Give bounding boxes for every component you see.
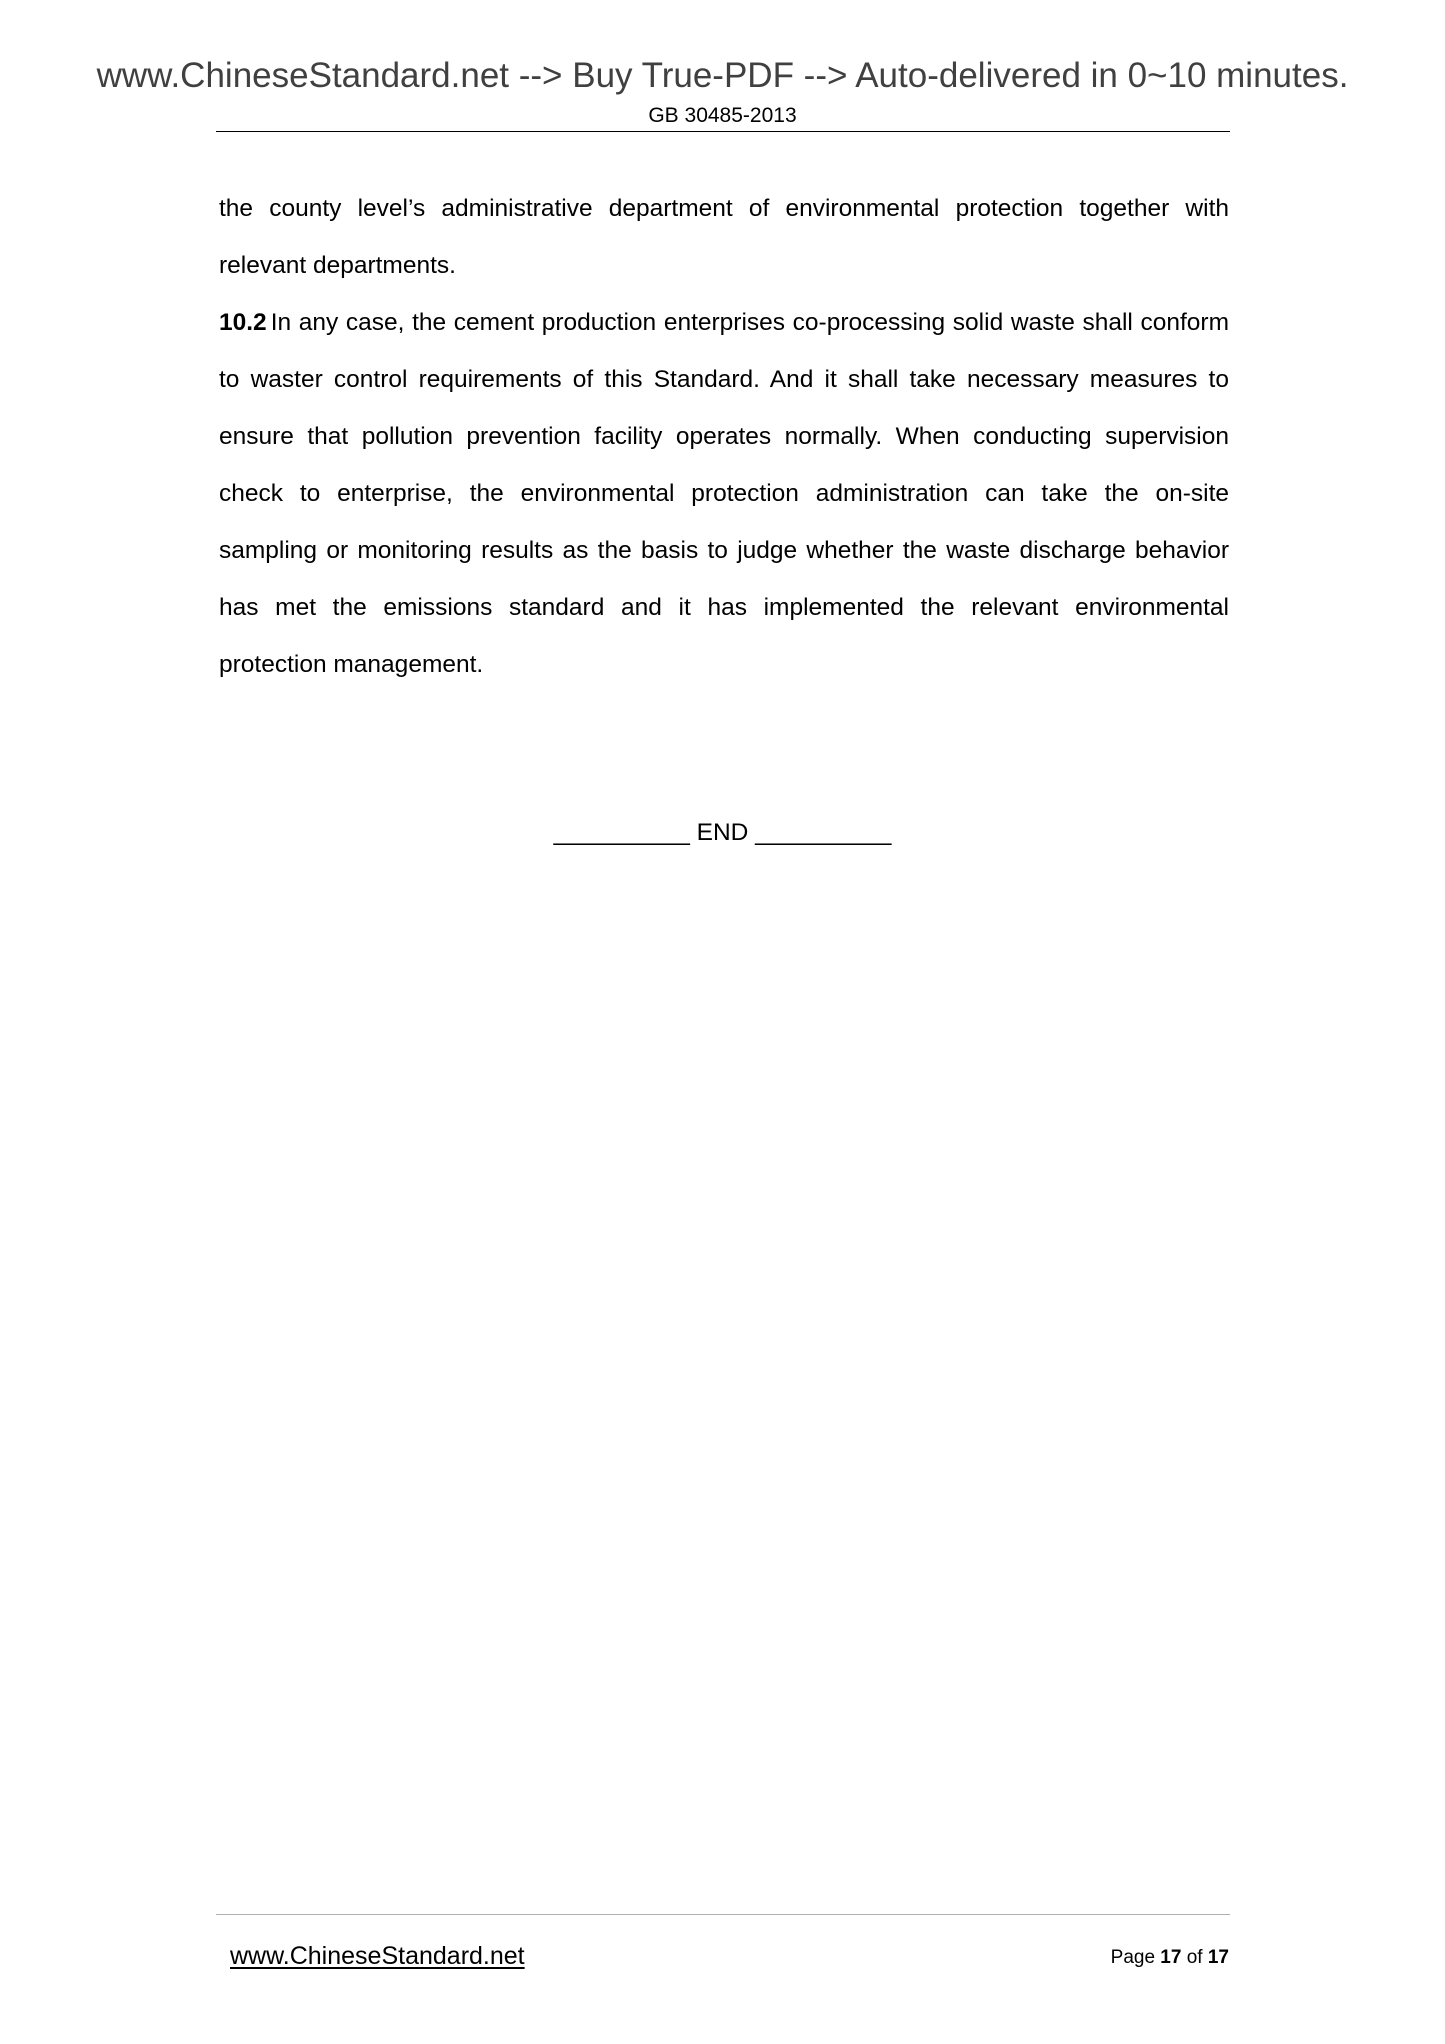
clause-text: In any case, the cement production enterprises co-processing solid waste shall conform to waster control requirements of this Standard. And it shall take necessary measures to ensure that pollution prevention facility operates normally. When conducting supervision check to enterprise, the environmental protection administration can take the on-site sampling or monitoring results as the basis to judge whether the waste discharge behavior has met the emissions standard and it has implemented the relevant environmental protection management. [219,309,1229,678]
page-word: Page [1110,1947,1156,1968]
page-total: 17 [1207,1947,1229,1968]
end-marker: __________ END __________ [553,819,892,846]
footer-site-link[interactable]: www.ChineseStandard.net [230,1942,525,1970]
page-of: of [1186,1947,1203,1968]
continuation-paragraph: the county level’s administrative department of environmental protection together with relevant departments. [219,195,1229,279]
document-body [219,180,1229,693]
footer-divider [216,1914,1230,1915]
site-banner: www.ChineseStandard.net --> Buy True-PDF --> Auto-delivered in 0~10 minutes. [96,56,1349,95]
page-current: 17 [1160,1947,1182,1968]
clause-10-2 [219,294,1229,693]
page-number [1111,1944,1229,1972]
header-divider [216,131,1230,132]
document-code: GB 30485-2013 [648,104,797,127]
clause-number: 10.2 [219,309,267,336]
